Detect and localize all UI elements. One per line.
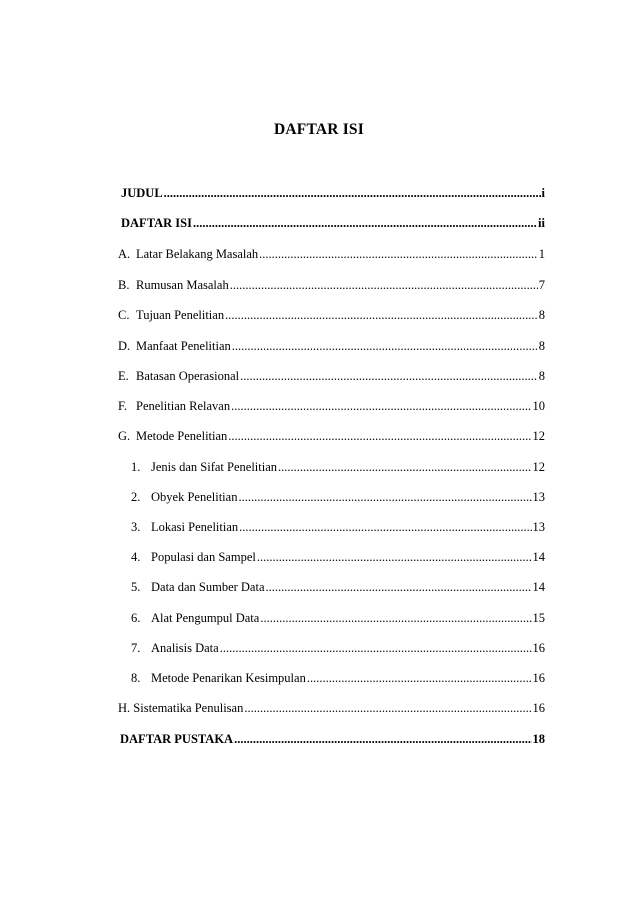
toc-entry-label: DAFTAR PUSTAKA xyxy=(120,732,234,746)
toc-entry-subsection xyxy=(131,459,545,475)
toc-entry-label: JUDUL xyxy=(121,186,163,200)
dot-leader xyxy=(234,731,531,747)
toc-entry-label: Populasi dan Sampel xyxy=(151,550,256,564)
toc-entry-page: 12 xyxy=(532,460,545,474)
toc-entry-judul xyxy=(121,185,545,201)
toc-entry-page: 10 xyxy=(532,399,545,413)
toc-entry-page: ii xyxy=(538,216,545,230)
toc-entry-number: C. xyxy=(118,308,130,322)
toc-entry-number: E. xyxy=(118,369,129,383)
toc-entry-number: B. xyxy=(118,278,130,292)
dot-leader xyxy=(193,215,537,231)
toc-entry-label: Metode Penelitian xyxy=(136,429,228,443)
toc-entry-subsection xyxy=(131,519,545,535)
toc-entry-number: 6. xyxy=(131,611,141,625)
toc-entry-page: 12 xyxy=(532,429,545,443)
toc-entry-page: 8 xyxy=(538,369,545,383)
toc-entry-label: Lokasi Penelitian xyxy=(151,520,239,534)
toc-entry-label: Latar Belakang Masalah xyxy=(136,247,259,261)
toc-entry-page: 13 xyxy=(532,520,545,534)
dot-leader xyxy=(238,489,531,505)
toc-entry-page: 16 xyxy=(532,671,545,685)
toc-entry-page: 18 xyxy=(532,732,545,746)
toc-entry-daftar-isi xyxy=(121,215,545,231)
toc-entry-number: 2. xyxy=(131,490,141,504)
toc-entry-subsection xyxy=(131,640,545,656)
dot-leader xyxy=(266,579,532,595)
dot-leader xyxy=(278,459,531,475)
dot-leader xyxy=(164,185,541,201)
toc-entry-page: 16 xyxy=(532,641,545,655)
toc-entry-number: 3. xyxy=(131,520,141,534)
toc-entry-number: 8. xyxy=(131,671,141,685)
toc-entry-section xyxy=(118,338,545,354)
toc-entry-page: i xyxy=(541,186,545,200)
toc-entry-daftar-pustaka xyxy=(120,731,545,747)
dot-leader xyxy=(232,338,538,354)
toc-entry-section xyxy=(118,428,545,444)
toc-entry-section xyxy=(118,700,545,716)
dot-leader xyxy=(307,670,532,686)
toc-entry-label: Analisis Data xyxy=(151,641,219,655)
toc-entry-number: D. xyxy=(118,339,131,353)
toc-entry-section xyxy=(118,277,545,293)
toc-entry-label: Obyek Penelitian xyxy=(151,490,238,504)
toc-entry-subsection xyxy=(131,579,545,595)
toc-entry-section xyxy=(118,246,545,262)
dot-leader xyxy=(228,428,531,444)
toc-entry-label: DAFTAR ISI xyxy=(121,216,192,230)
dot-leader xyxy=(239,519,531,535)
dot-leader xyxy=(225,307,538,323)
toc-entry-page: 15 xyxy=(532,611,545,625)
toc-entry-page: 16 xyxy=(532,701,545,715)
toc-entry-label: Batasan Operasional xyxy=(136,369,240,383)
dot-leader xyxy=(220,640,532,656)
toc-entry-number: 5. xyxy=(131,580,141,594)
toc-entry-number: A. xyxy=(118,247,131,261)
toc-entry-section xyxy=(118,398,545,414)
toc-entry-number: 4. xyxy=(131,550,141,564)
toc-entry-number: 7. xyxy=(131,641,141,655)
dot-leader xyxy=(257,549,532,565)
toc-entry-subsection xyxy=(131,610,545,626)
toc-entry-page: 13 xyxy=(532,490,545,504)
toc-entry-section xyxy=(118,307,545,323)
page-title: DAFTAR ISI xyxy=(274,121,364,138)
toc-entry-page: 14 xyxy=(532,580,545,594)
dot-leader xyxy=(231,398,531,414)
dot-leader xyxy=(244,700,531,716)
toc-entry-page: 8 xyxy=(538,308,545,322)
toc-entry-page: 1 xyxy=(538,247,545,261)
toc-entry-label: H. Sistematika Penulisan xyxy=(118,701,244,715)
toc-entry-subsection xyxy=(131,670,545,686)
toc-entry-label: Alat Pengumpul Data xyxy=(151,611,260,625)
toc-entry-label: Jenis dan Sifat Penelitian xyxy=(151,460,278,474)
toc-entry-number: F. xyxy=(118,399,128,413)
toc-entry-subsection xyxy=(131,549,545,565)
toc-entry-page: 7 xyxy=(538,278,545,292)
toc-entry-number: 1. xyxy=(131,460,141,474)
toc-entry-label: Rumusan Masalah xyxy=(136,278,229,292)
toc-entry-page: 8 xyxy=(538,339,545,353)
toc-entry-label: Manfaat Penelitian xyxy=(136,339,231,353)
toc-entry-label: Penelitian Relavan xyxy=(136,399,231,413)
dot-leader xyxy=(260,610,531,626)
toc-entry-page: 14 xyxy=(532,550,545,564)
toc-entry-number: G. xyxy=(118,429,131,443)
toc-entry-label: Metode Penarikan Kesimpulan xyxy=(151,671,306,685)
toc-entry-subsection xyxy=(131,489,545,505)
toc-entry-label: Tujuan Penelitian xyxy=(136,308,225,322)
toc-entry-label: Data dan Sumber Data xyxy=(151,580,265,594)
dot-leader xyxy=(240,368,538,384)
dot-leader xyxy=(259,246,538,262)
toc-entry-section xyxy=(118,368,545,384)
dot-leader xyxy=(230,277,538,293)
